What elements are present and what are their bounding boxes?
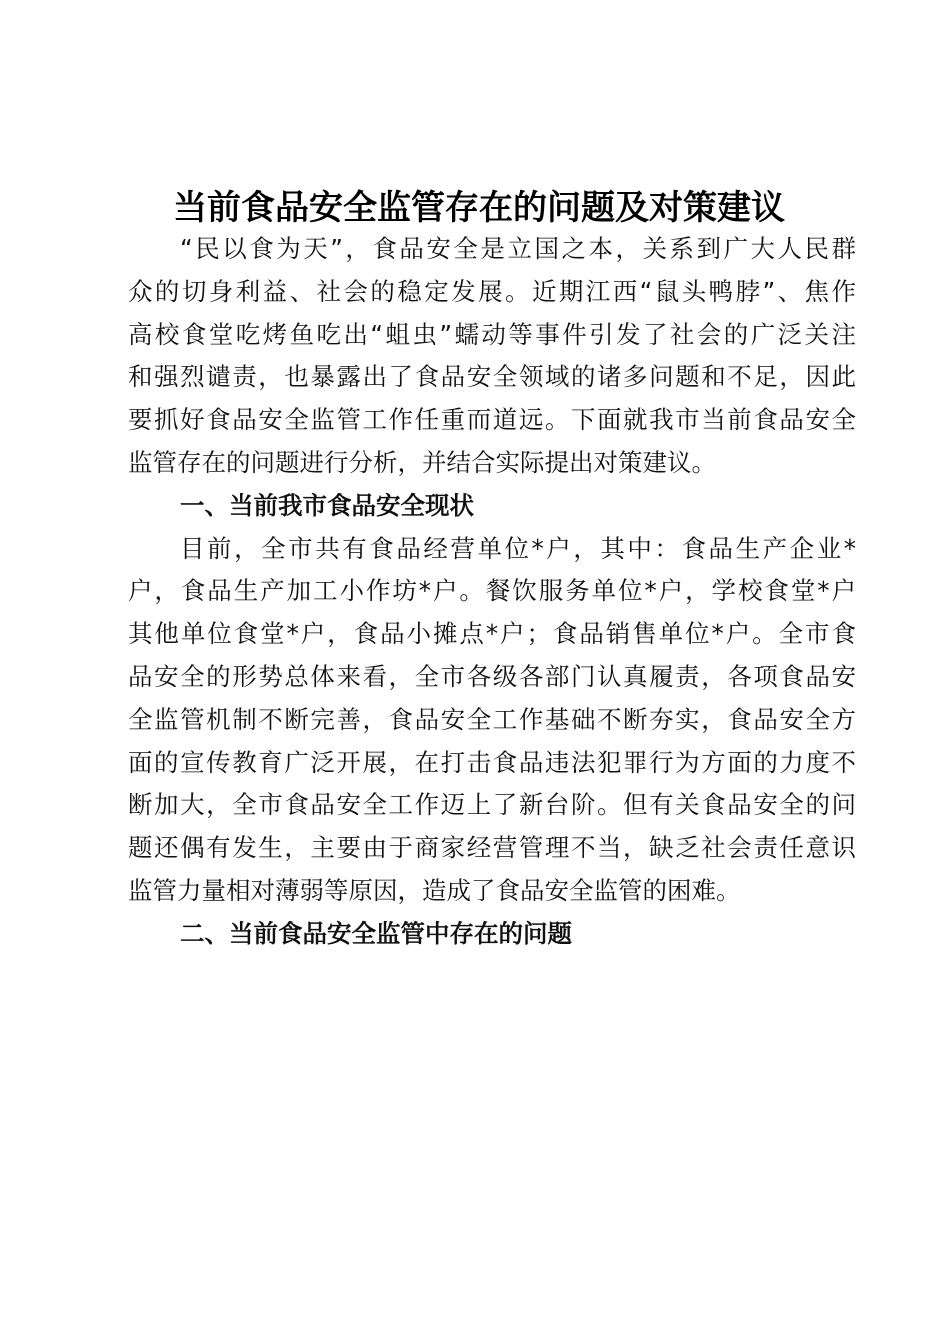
intro-paragraph <box>128 228 856 485</box>
status-paragraph <box>128 528 856 913</box>
paragraph-line: 题还偶有发生，主要由于商家经营管理不当，缺乏社会责任意识 <box>128 833 856 863</box>
section-heading-2: 二、当前食品安全监管中存在的问题 <box>180 918 572 948</box>
paragraph-line: 品安全的形势总体来看，全市各级各部门认真履责，各项食品安 <box>128 661 856 691</box>
paragraph-line: “民以食为天”，食品安全是立国之本，关系到广大人民群 <box>180 234 856 263</box>
paragraph-line: 户，食品生产加工小作坊*户。餐饮服务单位*户，学校食堂*户 <box>128 576 856 606</box>
paragraph-line: 和强烈谴责，也暴露出了食品安全领域的诸多问题和不足，因此 <box>128 362 856 392</box>
paragraph-line: 目前，全市共有食品经营单位*户，其中：食品生产企业* <box>180 533 856 563</box>
section-heading-1: 一、当前我市食品安全现状 <box>180 490 474 520</box>
paragraph-line: 要抓好食品安全监管工作任重而道远。下面就我市当前食品安全 <box>128 405 856 435</box>
paragraph-line: 断加大，全市食品安全工作迈上了新台阶。但有关食品安全的问 <box>128 790 856 820</box>
paragraph-line: 全监管机制不断完善，食品安全工作基础不断夯实，食品安全方 <box>128 704 856 734</box>
paragraph-line: 众的切身利益、社会的稳定发展。近期江西“鼠头鸭脖”、焦作 <box>128 276 856 306</box>
document-body <box>128 228 856 956</box>
document-title: 当前食品安全监管存在的问题及对策建议 <box>173 188 785 228</box>
paragraph-line: 监管存在的问题进行分析，并结合实际提出对策建议。 <box>128 447 716 477</box>
paragraph-line: 其他单位食堂*户，食品小摊点*户；食品销售单位*户。全市食 <box>128 619 856 649</box>
paragraph-line: 监管力量相对薄弱等原因，造成了食品安全监管的困难。 <box>128 875 741 905</box>
paragraph-line: 高校食堂吃烤鱼吃出“蛆虫”蠕动等事件引发了社会的广泛关注 <box>128 319 856 349</box>
paragraph-line: 面的宣传教育广泛开展，在打击食品违法犯罪行为方面的力度不 <box>128 747 856 777</box>
